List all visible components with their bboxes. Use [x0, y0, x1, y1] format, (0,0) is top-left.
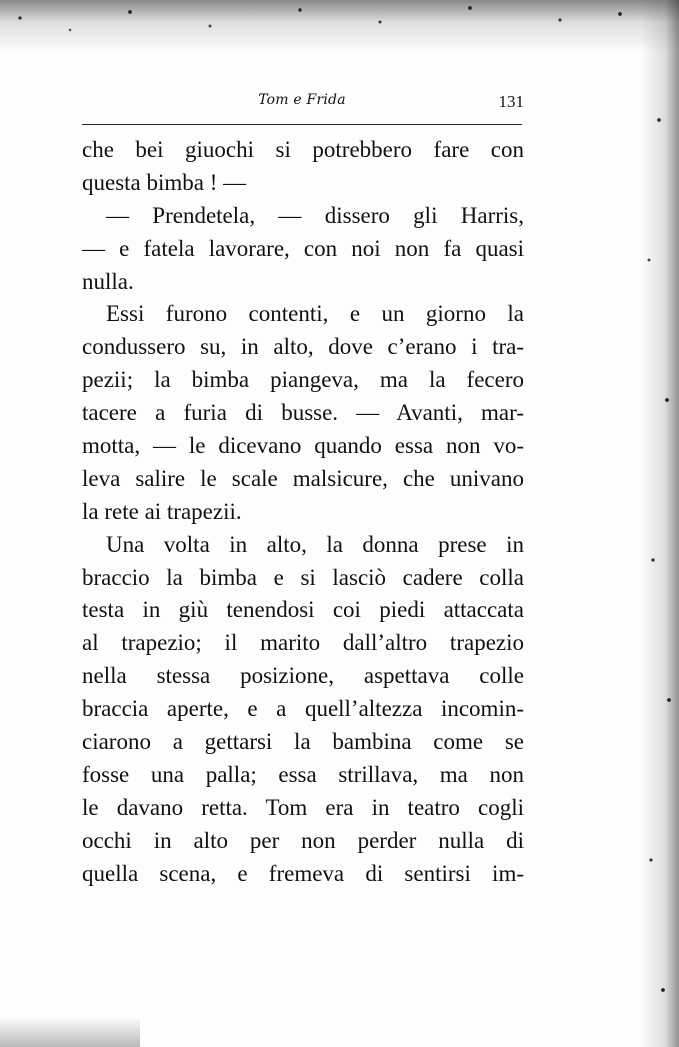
text-line: la rete ai trapezii. [82, 498, 242, 524]
text-line: le davano retta. Tom era in teatro cogli [82, 794, 524, 820]
scan-edge-bottom [0, 1007, 140, 1047]
text-line: condussero su, in alto, dove c’erano i tra- [82, 334, 524, 360]
text-line: fosse una palla; essa strillava, ma non [82, 761, 524, 787]
body-text [82, 134, 524, 890]
text-line: motta, — le dicevano quando essa non vo- [82, 433, 524, 459]
text-line: questa bimba ! — [82, 169, 247, 195]
text-line: Essi furono contenti, e un giorno la [106, 301, 524, 327]
text-line: occhi in alto per non perder nulla di [82, 827, 524, 853]
header-rule [82, 124, 522, 125]
text-line: al trapezio; il marito dall’altro trapezio [82, 630, 524, 656]
text-line: tacere a furia di busse. — Avanti, mar- [82, 400, 524, 426]
text-line: leva salire le scale malsicure, che univano [82, 465, 524, 491]
text-line: nella stessa posizione, aspettava colle [82, 663, 524, 689]
text-line: braccia aperte, e a quell’altezza incomin- [82, 696, 524, 722]
scan-edge-top [0, 0, 679, 60]
text-line: ciarono a gettarsi la bambina come se [82, 729, 524, 755]
text-line: pezii; la bimba piangeva, ma la fecero [82, 367, 524, 393]
running-head [80, 88, 524, 116]
scan-edge-right [639, 0, 679, 1047]
running-title: Tom e Frida [258, 92, 346, 108]
text-line: quella scena, e fremeva di sentirsi im- [82, 860, 524, 886]
text-line: testa in giù tenendosi coi piedi attaccata [82, 597, 524, 623]
text-line: che bei giuochi si potrebbero fare con [82, 137, 524, 162]
text-line: Una volta in alto, la donna prese in [106, 531, 524, 557]
text-line: nulla. [82, 268, 134, 294]
text-line: — Prendetela, — dissero gli Harris, [106, 202, 524, 228]
page-number: 131 [498, 92, 524, 111]
text-line: — e fatela lavorare, con noi non fa quasi [82, 235, 524, 261]
text-line: braccio la bimba e si lasciò cadere colla [82, 564, 524, 590]
